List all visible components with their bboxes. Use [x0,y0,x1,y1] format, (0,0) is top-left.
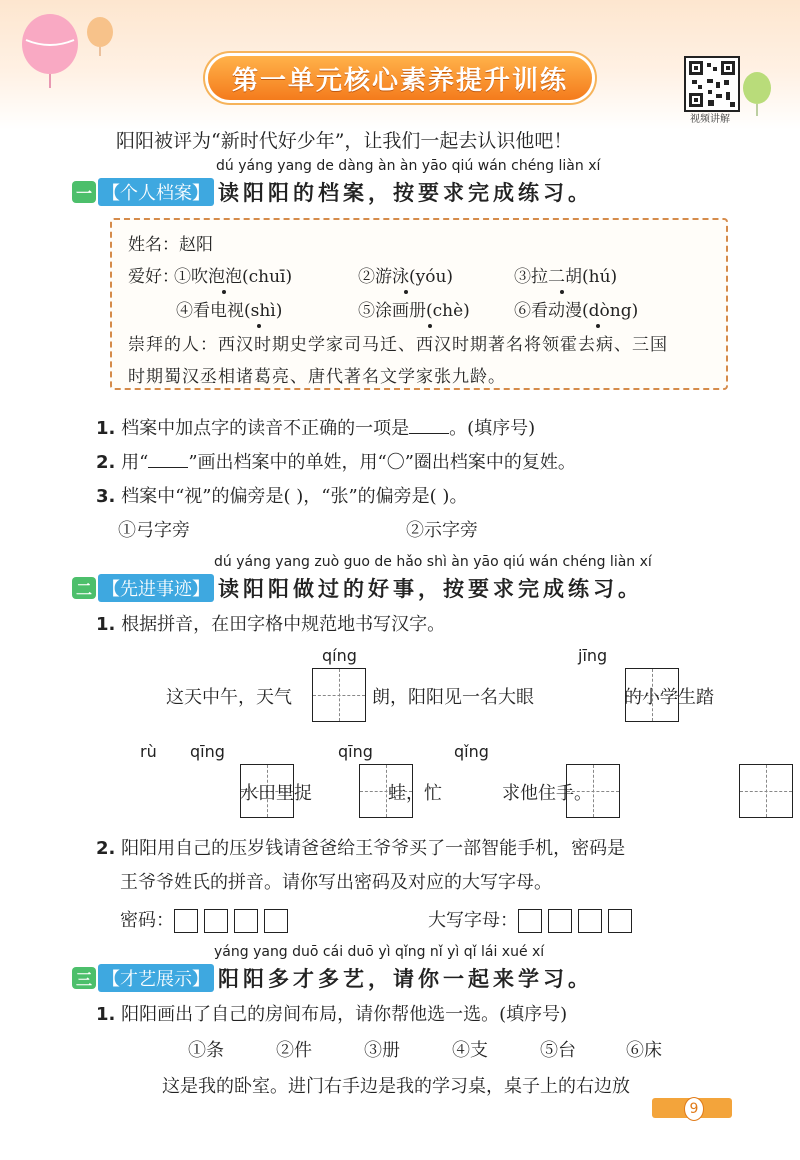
section3-title: 阳阳多才多艺，请你一起来学习。 [218,967,593,991]
balloon-decoration [12,10,122,90]
tianzige-box[interactable] [739,764,793,818]
section2-pinyin: dú yáng yang zuò guo de hǎo shì àn yāo qiú wán chéng liàn xí [214,554,652,570]
profile-name: 姓名：赵阳 [128,235,213,255]
writing-line-2a: 水田里捉 [240,783,312,804]
measure-option-4: ④支 [452,1040,488,1061]
qr-code-icon[interactable] [684,56,740,112]
measure-option-5: ⑤台 [540,1040,576,1061]
emphasis-dot [222,290,226,294]
hobby-2: ②游泳(yóu) [358,267,454,287]
question-text: 用“ [121,452,149,473]
hobby-5: ⑤涂画册(chè) [358,301,470,321]
option-2: ②示字旁 [406,520,478,541]
writing-line-2b: 蛙，忙 [388,783,442,804]
intro-text: 阳阳被评为“新时代好少年”，让我们一起去认识他吧！ [116,130,573,152]
question-number: 3. [96,486,116,507]
hobby-3: ③拉二胡(hú) [514,267,618,287]
profile-hobby-label: 爱好： [128,267,179,287]
section1-pinyin: dú yáng yang de dàng àn àn yāo qiú wán chéng liàn xí [216,158,601,174]
section2-heading [72,572,643,604]
room-description: 这是我的卧室。进门右手边是我的学习桌，桌子上的右边放 [162,1076,630,1097]
hobby-4: ④看电视(shì) [176,301,283,321]
question-text: 档案中加点字的读音不正确的一项是 [121,418,410,439]
section1-heading [72,176,593,208]
password-row [120,906,294,933]
password-label: 密码： [120,910,174,931]
emphasis-dot [560,290,564,294]
pinyin-qing-2: qīng [190,742,225,761]
pinyin-jing: jīng [578,646,608,665]
writing-line-1a: 这天中午，天气 [166,687,292,708]
underline-sample [148,451,188,468]
s2-question-2 [96,834,625,860]
answer-blank[interactable] [409,417,449,434]
section2-tag: 【先进事迹】 [98,574,214,602]
password-box[interactable] [204,909,228,933]
option-1: ①弓字旁 [118,520,190,541]
s2-question-2-line2: 王爷爷姓氏的拼音。请你写出密码及对应的大写字母。 [120,872,552,893]
capital-box[interactable] [518,909,542,933]
section1-tag: 【个人档案】 [98,178,214,206]
hobby-6: ⑥看动漫(dòng) [514,301,639,321]
capital-box[interactable] [608,909,632,933]
question-number: 1. [96,614,116,635]
s3-question-1 [96,1000,567,1026]
s1-question-1 [96,414,535,440]
pinyin-qing-1: qíng [322,646,357,665]
s2-question-1 [96,610,445,636]
emphasis-dot [428,324,432,328]
profile-idols-line1: 崇拜的人：西汉时期史学家司马迁、西汉时期著名将领霍去病、三国 [128,335,668,355]
tianzige-box[interactable] [312,668,366,722]
profile-idols-line2: 时期蜀汉丞相诸葛亮、唐代著名文学家张九龄。 [128,367,506,387]
question-text: 档案中“视”的偏旁是( )，“张”的偏旁是( )。 [121,486,468,507]
section1-title: 读阳阳的档案，按要求完成练习。 [218,181,593,205]
section2-title: 读阳阳做过的好事，按要求完成练习。 [218,577,643,601]
qr-label: 视频讲解 [690,114,730,125]
section3-tag: 【才艺展示】 [98,964,214,992]
title-banner [208,56,592,100]
s1-question-3 [96,482,467,508]
emphasis-dot [404,290,408,294]
question-text: 阳阳用自己的压岁钱请爸爸给王爷爷买了一部智能手机，密码是 [121,838,626,859]
measure-option-6: ⑥床 [626,1040,662,1061]
measure-option-1: ①条 [188,1040,224,1061]
password-box[interactable] [174,909,198,933]
section2-number: 二 [72,577,96,599]
section3-heading [72,962,593,994]
pinyin-qing-4: qǐng [454,742,489,761]
writing-line-1b: 朗，阳阳见一名大眼 [372,687,534,708]
question-text-end: ”画出档案中的单姓，用“〇”圈出档案中的复姓。 [188,452,576,473]
question-text: 根据拼音，在田字格中规范地书写汉字。 [121,614,446,635]
capital-box[interactable] [548,909,572,933]
emphasis-dot [257,324,261,328]
password-box[interactable] [234,909,258,933]
qr-pattern [686,58,738,110]
capital-label: 大写字母： [428,910,518,931]
measure-option-3: ③册 [364,1040,400,1061]
pinyin-ru: rù [140,742,157,761]
writing-line-1c: 的小学生踏 [624,687,714,708]
question-number: 1. [96,1004,116,1025]
measure-option-2: ②件 [276,1040,312,1061]
hobby-1: ①吹泡泡(chuī) [174,267,293,287]
section3-number: 三 [72,967,96,989]
capital-box[interactable] [578,909,602,933]
question-number: 1. [96,418,116,439]
question-text: 阳阳画出了自己的房间布局，请你帮他选一选。(填序号) [121,1004,568,1025]
page-title: 第一单元核心素养提升训练 [231,65,568,96]
page-number: 9 [684,1097,704,1121]
section1-number: 一 [72,181,96,203]
capital-row [428,906,638,933]
question-number: 2. [96,838,116,859]
emphasis-dot [596,324,600,328]
question-number: 2. [96,452,116,473]
writing-line-2c: 求他住手。 [502,783,592,804]
s1-question-2 [96,448,576,474]
question-text-end: 。(填序号) [449,418,536,439]
pinyin-qing-3: qīng [338,742,373,761]
password-box[interactable] [264,909,288,933]
section3-pinyin: yáng yang duō cái duō yì qǐng nǐ yì qǐ lái xué xí [214,944,545,960]
